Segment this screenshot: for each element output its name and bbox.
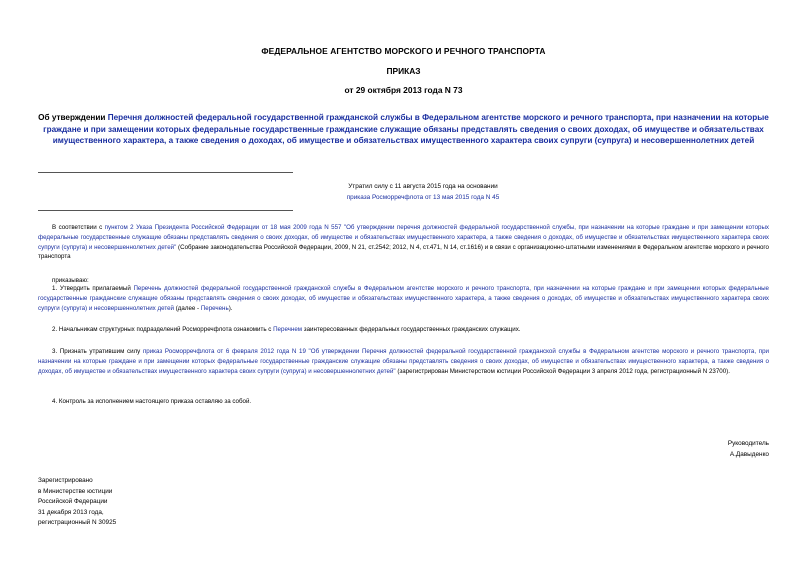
- agency-name: ФЕДЕРАЛЬНОЕ АГЕНТСТВО МОРСКОГО И РЕЧНОГО ТРАНСПОРТА: [261, 46, 546, 56]
- divider-bottom: [38, 210, 293, 211]
- item-1-list-link[interactable]: Перечень должностей федеральной государственной гражданской службы в Федеральном агентстве морского и речного транспорта, при назначении на которые граждане и при замещении которых федеральные государственные гражданские служащие обязаны представлять сведения о своих доходах, об имуществе и обязательствах имущественного характера, а также сведения о доходах, об имуществе и обязательствах имущественного характера своих супруги (супруга) и несовершеннолетних детей: [38, 285, 770, 312]
- item-3-text-2: (зарегистрирован Министерством юстиции Российской Федерации 3 апреля 2012 года, регистрационный N 23700).: [395, 367, 730, 375]
- preamble-text-2: (Собрание законодательства Российской Федерации, 2009, N 21, ст.2542; 2012, N 4, ст.471, N 14, ст.1616) и в связи с организационно-штатными изменениями в Федеральном агентстве морского и речного транспорта: [38, 243, 769, 261]
- registration-line-3: Российской Федерации: [38, 498, 108, 506]
- preamble-text-1: В соответствии с: [52, 224, 105, 231]
- item-1-text-1: 1. Утвердить прилагаемый: [52, 285, 134, 292]
- lost-force-note: [308, 182, 538, 203]
- item-1-text-3: ).: [228, 304, 233, 312]
- item-2-paragraph: [38, 325, 769, 335]
- registration-line-4: 31 декабря 2013 года,: [38, 508, 104, 516]
- document-type: ПРИКАЗ: [386, 66, 421, 76]
- item-2-text-1: 2. Начальникам структурных подразделений Росморречфлота ознакомить с: [52, 326, 274, 333]
- order-subject: [38, 112, 769, 147]
- basis-link[interactable]: приказа Росморречфлота от 13 мая 2015 года N 45: [346, 193, 500, 201]
- subject-prefix: Об утверждении: [38, 113, 108, 122]
- item-3-text-1: 3. Признать утратившим силу: [52, 348, 143, 355]
- signatory-name: А.Давыденко: [729, 451, 769, 458]
- item-1-short-link[interactable]: Перечень: [200, 304, 229, 312]
- order-word: приказываю:: [52, 277, 89, 284]
- order-date-number: от 29 октября 2013 года N 73: [344, 85, 463, 95]
- item-2-text-2: заинтересованных федеральных государственных гражданских служащих.: [302, 326, 521, 333]
- item-1-text-2: (далее -: [174, 304, 201, 312]
- divider-top: [38, 172, 293, 173]
- subject-link[interactable]: Перечня должностей федеральной государственной гражданской службы в Федеральном агентстве морского и речного транспорта, при назначении на которые граждане и при замещении которых федеральные государственные гражданские служащие обязаны представлять сведения о своих доходах, об имуществе и обязательствах имущественного характера, а также сведения о доходах, об имуществе и обязательствах имущественного характера своих супруги (супруга) и несовершеннолетних детей: [43, 113, 769, 146]
- item-3-order-link[interactable]: приказ Росморречфлота от 6 февраля 2012 года N 19 "Об утверждении Перечня должностей федеральной государственной гражданской службы в Федеральном агентстве морского и речного транспорта, при назначении на которые граждане и при замещении которых федеральные государственные гражданские служащие обязаны представлять сведения о своих доходах, об имуществе и обязательствах имущественного характера, а также сведения о доходах, об имуществе и обязательствах имущественного характера своих супруги (супруга) и несовершеннолетних детей": [38, 348, 769, 375]
- signature-block: [728, 438, 769, 460]
- preamble-paragraph: [38, 223, 769, 262]
- item-1-paragraph: [38, 284, 769, 313]
- lost-force-text: Утратил силу с 11 августа 2015 года на основании: [348, 183, 498, 190]
- signatory-position: Руководитель: [727, 440, 769, 447]
- item-4-paragraph: 4. Контроль за исполнением настоящего приказа оставляю за собой.: [52, 398, 252, 405]
- item-3-paragraph: [38, 347, 769, 376]
- registration-line-1: Зарегистрировано: [38, 477, 93, 484]
- registration-line-2: в Министерстве юстиции: [38, 487, 113, 495]
- registration-line-5: регистрационный N 30925: [38, 519, 117, 527]
- item-2-list-link[interactable]: Перечнем: [273, 326, 303, 333]
- registration-block: [38, 476, 116, 529]
- preamble-decree-link[interactable]: пунктом 2 Указа Президента Российской Федерации от 18 мая 2009 года N 557 "Об утверждении перечня должностей федеральной государственной службы, при назначении на которые граждане и при замещении которых федеральные государственные служащие обязаны представлять сведения о своих доходах, об имуществе и обязательствах имущественного характера, а также сведения о доходах, об имуществе и обязательствах имущественного характера своих супруги (супруга) и несовершеннолетних детей": [38, 224, 769, 251]
